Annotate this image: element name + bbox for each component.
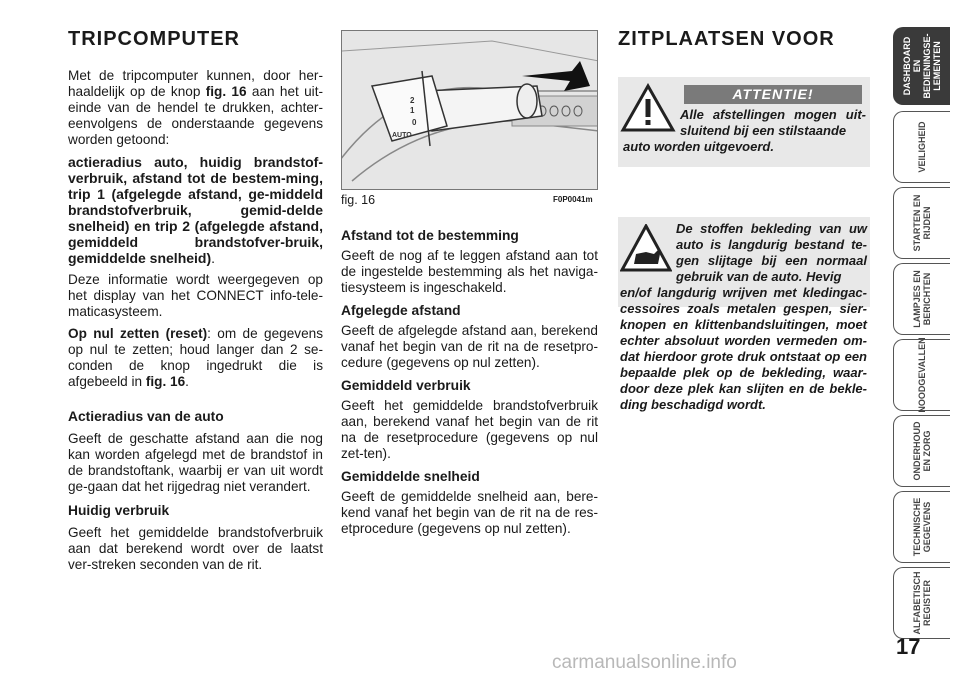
- range-text: Geeft de geschatte afstand aan die nog kan worden afgelegd met de brandstof in de brandstoftank, waarbij er van uit wordt ge-gaan dat het rijgedrag niet verandert.: [68, 431, 323, 494]
- reset-fig-ref: fig. 16: [145, 374, 186, 389]
- tripcomputer-section: [68, 68, 323, 573]
- seats-title: ZITPLAATSEN VOOR: [618, 28, 835, 50]
- fabric-note-text-b: en/of langdurig wrijven met kledingac-cessoires zoals metalen gespen, sier-knopen en klittenbandsluitingen, moet echter absoluut worden vermeden om-dat hierdoor grote druk ontstaat op een bepaalde plek op de bekleding, waar-door deze plek kan slijten en de bekle-ding beschadigd wordt.: [620, 285, 867, 412]
- trip-data-section: [341, 228, 598, 537]
- fig-16-illustration: [341, 30, 598, 190]
- stalk-label-1: 1: [410, 106, 415, 115]
- tab-veiligheid[interactable]: [893, 111, 950, 183]
- fig-code: F0P0041m: [553, 195, 593, 204]
- intro-paragraph: [68, 68, 323, 148]
- tripcomputer-title: TRIPCOMPUTER: [68, 28, 240, 50]
- attention-text-b: auto worden uitgevoerd.: [623, 139, 774, 154]
- attention-text-a: Alle afstellingen mogen uit-sluitend bij een stilstaande: [680, 107, 866, 138]
- reset-label: Op nul zetten (reset): [68, 326, 208, 341]
- tab-register[interactable]: [893, 567, 950, 639]
- avg-consumption-heading: Gemiddeld verbruik: [341, 378, 471, 393]
- data-list-end: .: [211, 250, 216, 266]
- tab-label-starten: STARTEN EN RIJDEN: [912, 194, 932, 252]
- watermark: carmanualsonline.info: [552, 652, 737, 673]
- data-list-text: actieradius auto, huidig brandstof-verbruik, afstand tot de bestem-ming, trip 1 (afgelegde afstand, ge-middeld brandstofverbruik, gemid-delde snelheid) en trip 2 (afgelegde afstand, gemiddeld brandstofver-bruik, gemiddelde snelheid): [68, 154, 323, 266]
- destination-heading: Afstand tot de bestemming: [341, 228, 519, 243]
- distance-heading: Afgelegde afstand: [341, 303, 461, 318]
- stalk-label-0: 0: [412, 118, 417, 127]
- intro-fig-ref: fig. 16: [205, 84, 247, 99]
- stalk-label-2: 2: [410, 96, 415, 105]
- page-number: 17: [896, 634, 921, 659]
- tab-label-technische: TECHNISCHE GEGEVENS: [912, 497, 932, 557]
- attention-banner: ATTENTIE!: [684, 85, 862, 104]
- reset-paragraph: [68, 326, 323, 390]
- tab-noodgevallen[interactable]: [893, 339, 950, 411]
- tab-dashboard[interactable]: [893, 27, 950, 105]
- warning-triangle-icon: [620, 83, 676, 133]
- stalk-label-auto: AUTO: [392, 132, 412, 139]
- distance-text: Geeft de afgelegde afstand aan, berekend vanaf het begin van de rit na de resetpro-cedure (gegevens op nul zetten).: [341, 323, 598, 370]
- tab-technische[interactable]: [893, 491, 950, 563]
- display-info-paragraph: Deze informatie wordt weergegeven op het display van het CONNECT info-tele-maticasysteem.: [68, 272, 323, 319]
- intro-text-a: Met de tripcomputer kunnen, door her-haaldelijk op de knop: [68, 68, 323, 99]
- fabric-note-text-a: De stoffen bekleding van uw auto is langdurig bestand te-gen slijtage bij een normaal gebruik van de auto. Hevig: [676, 221, 867, 284]
- consumption-heading: Huidig verbruik: [68, 503, 170, 518]
- intro-text-b: aan het uit-einde van de hendel te drukken, achter-eenvolgens de onderstaande gegevens worden getoond:: [68, 84, 324, 147]
- range-heading: Actieradius van de auto: [68, 409, 224, 424]
- avg-speed-heading: Gemiddelde snelheid: [341, 469, 480, 484]
- tab-onderhoud[interactable]: [893, 415, 950, 487]
- reset-text: : om de gegevens op nul te zetten; houd langer dan 2 se-conden de knop ingedrukt die is afgebeeld in: [68, 326, 323, 389]
- seat-fabric-triangle-icon: [620, 224, 672, 272]
- tab-label-onderhoud: ONDERHOUD EN ZORG: [912, 421, 932, 481]
- reset-end: .: [185, 374, 189, 389]
- tab-label-register: ALFABETISCH REGISTER: [912, 571, 932, 635]
- destination-text: Geeft de nog af te leggen afstand aan tot de ingestelde bestemming als het naviga-tiesysteem is ingeschakeld.: [341, 248, 598, 295]
- consumption-text: Geeft het gemiddelde brandstofverbruik aan dat berekend wordt over de laatst ver-streken seconden van de rit.: [68, 525, 323, 572]
- tab-starten[interactable]: [893, 187, 950, 259]
- avg-consumption-text: Geeft het gemiddelde brandstofverbruik aan, berekend vanaf het begin van de rit na de resetprocedure (gegevens op nul zet-ten).: [341, 398, 598, 461]
- avg-speed-text: Geeft de gemiddelde snelheid aan, bere-kend vanaf het begin van de rit na de res-etprocedure (gegevens op nul zetten).: [341, 489, 598, 536]
- stalk-drawing: [342, 31, 598, 190]
- tab-label-noodgevallen: NOODGEVALLEN: [917, 337, 927, 413]
- tab-lampjes[interactable]: [893, 263, 950, 335]
- fig-caption: fig. 16: [341, 193, 376, 207]
- tab-label-veiligheid: VEILIGHEID: [917, 121, 927, 173]
- tab-label-dashboard: DASHBOARD EN BEDIENINGSE-LEMENTEN: [902, 33, 942, 99]
- data-list-paragraph: [68, 154, 323, 266]
- tab-label-lampjes: LAMPJES EN BERICHTEN: [912, 270, 932, 328]
